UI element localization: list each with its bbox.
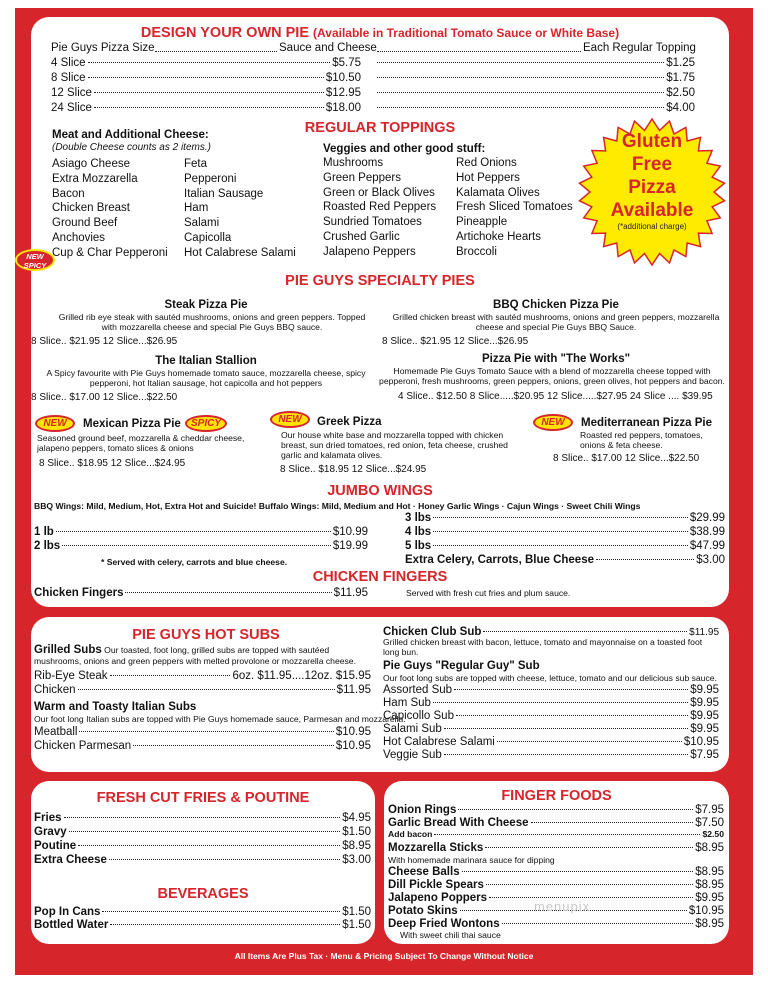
club-desc: Grilled chicken breast with bacon, lettuce, tomato and mayonnaise on a toasted foot long bun. [383,637,703,657]
bbq-name: BBQ Chicken Pizza Pie [493,299,619,311]
sub-price: $9.95 [690,684,719,696]
ff-label: Mozzarella Sticks [388,842,484,854]
wing-row [34,539,368,553]
sub-label: Assorted Sub [383,684,453,696]
design-row [51,56,361,70]
fingers-note: Served with fresh cut fries and plum sauce. [406,588,571,598]
fries-label: Poutine [34,840,77,852]
topping-item: Roasted Red Peppers [323,201,437,214]
sub-label: Salami Sub [383,723,442,735]
ff-price: $2.50 [702,829,724,839]
design-row [51,86,361,100]
ff-label: Jalapeno Poppers [388,892,488,904]
design-title [31,24,729,42]
fries-label: Extra Cheese [34,854,107,866]
size-label: 8 Slice [51,72,86,84]
grilled-heading: Grilled Subs [34,644,102,656]
fries-price: $8.95 [342,840,371,852]
meat-col2 [184,157,296,261]
wing-label: 5 lbs [405,540,432,552]
sub-row [34,669,371,683]
ff-price: $8.95 [695,842,724,854]
topping-item: Hot Calabrese Salami [184,246,296,259]
wontons-note: With sweet chili thai sauce [400,930,501,940]
fries-price: $1.50 [342,826,371,838]
topping-item: Hot Peppers [456,171,520,184]
fries-row [34,853,371,867]
sub-label: Hot Calabrese Salami [383,736,495,748]
fries-row [34,839,371,853]
bev-label: Bottled Water [34,919,109,931]
topping-item: Artichoke Hearts [456,230,542,243]
veg-heading: Veggies and other good stuff: [323,143,486,155]
topping-item: Broccoli [456,245,497,258]
mexican-name: Mexican Pizza Pie [83,418,181,430]
size-price: $5.75 [332,57,361,69]
sub-row [34,683,371,697]
ff-row [388,829,724,839]
bev-price: $1.50 [342,919,371,931]
wing-row [405,525,725,539]
bev-price: $1.50 [342,906,371,918]
sub-label: Chicken [34,684,76,696]
toppings-title: REGULAR TOPPINGS [304,120,456,136]
gluten-note: (*additional charge) [617,222,687,231]
watermark: menupix [534,899,591,914]
fingers-price: $11.95 [333,587,368,599]
veg-col2 [456,156,573,260]
size-label: 4 Slice [51,57,86,69]
sub-row [383,748,719,762]
specialty-title: PIE GUYS SPECIALTY PIES [285,273,475,289]
sub-label: Veggie Sub [383,749,442,761]
med-prices: 8 Slice.. $17.00 12 Slice...$22.50 [553,453,700,464]
stallion-desc: A Spicy favourite with Pie Guys homemade tomato sauce, mozzarella cheese, spicy pepperoni, hot Italian sausage, hot capicolla and hot peppers [46,368,366,388]
sub-price: $10.95 [683,736,719,748]
wings-title: JUMBO WINGS [327,483,433,499]
ff-label: Onion Rings [388,804,457,816]
fries-price: $4.95 [342,812,371,824]
gluten-line: Free [631,154,673,175]
topping-item: Mushrooms [323,157,384,169]
col-sauce-label: Sauce and Cheese [279,42,377,54]
greek-prices: 8 Slice.. $18.95 12 Slice...$24.95 [280,464,427,475]
wing-row [405,511,725,525]
mexican-desc: Seasoned ground beef, mozzarella & cheddar cheese, jalapeno peppers, tomato slices & onions [37,433,245,453]
sub-row [383,709,719,723]
fries-row [34,825,371,839]
topping-item: Feta [184,158,208,170]
meat-col1 [52,157,168,261]
wing-row [405,539,725,553]
stallion-name: The Italian Stallion [155,355,257,367]
wing-label: 1 lb [34,526,54,538]
wing-label: Extra Celery, Carrots, Blue Cheese [405,554,594,566]
ff-label: Potato Skins [388,905,458,917]
wing-label: 2 lbs [34,540,61,552]
sub-label: Rib-Eye Steak [34,670,108,682]
subs-title: PIE GUYS HOT SUBS [132,627,280,643]
col-topping-label: Each Regular Topping [583,42,696,54]
sub-row [383,735,719,749]
spicy-badge: SPICY [185,415,227,432]
bbq-desc: Grilled chicken breast with sautéd mushrooms, onions and green peppers, mozzarella cheese and special Pie Guys BBQ Sauce. [392,312,720,332]
steak-prices: 8 Slice.. $21.95 12 Slice...$26.95 [31,336,178,347]
topping-item: Red Onions [456,157,517,169]
ff-price: $9.95 [695,892,724,904]
size-price: $10.50 [325,72,361,84]
new-badge: NEW [35,415,75,432]
topping-item: Crushed Garlic [323,230,400,243]
wings-served: * Served with celery, carrots and blue cheese. [101,557,288,567]
ff-row [388,865,724,879]
ff-price: $7.50 [695,817,724,829]
pizza-panel [31,17,729,607]
sub-price: $11.95 [336,684,371,696]
topping-item: Extra Mozzarella [52,172,138,185]
ff-label: Add bacon [388,829,433,839]
design-row-topping [375,86,695,100]
topping-item: Kalamata Olives [456,186,540,199]
new-badge: NEW [533,414,573,431]
topping-item: Sundried Tomatoes [323,216,422,229]
ff-price: $8.95 [695,866,724,878]
wing-label: 4 lbs [405,526,432,538]
topping-item: Green Peppers [323,171,401,184]
sub-row [383,722,719,736]
ff-label: Cheese Balls [388,866,460,878]
sub-price: $10.95 [335,740,371,752]
wing-price: $19.99 [332,540,368,552]
fingers-label: Chicken Fingers [34,587,124,599]
wing-price: $3.00 [696,554,725,566]
sub-price: $9.95 [690,710,719,722]
works-desc: Homemade Pie Guys Tomato Sauce with a blend of mozzarella cheese topped with pepperoni, fresh mushrooms, green peppers, onions, green olives, hot peppers and bacon. [379,366,725,386]
topping-item: Green or Black Olives [323,186,435,199]
fingers-row [34,586,368,600]
fries-title: FRESH CUT FRIES & POUTINE [96,790,310,806]
ff-label: Deep Fried Wontons [388,918,500,930]
ff-row [388,878,724,892]
topping-item: Asiago Cheese [52,158,130,170]
regular-desc: Our foot long subs are topped with cheese, lettuce, tomato and our delicious sub sauce. [383,673,717,683]
meat-note: (Double Cheese counts as 2 items.) [52,142,211,153]
finger-foods-panel [384,781,729,944]
col-size-label: Pie Guys Pizza Size [51,42,155,54]
ff-label: Dill Pickle Spears [388,879,484,891]
ff-price: $7.95 [695,804,724,816]
badge-text: SPICY [23,260,47,270]
sub-price: $9.95 [690,723,719,735]
wing-price: $47.99 [689,540,725,552]
badge-text: NEW [26,252,44,261]
mexican-prices: 8 Slice.. $18.95 12 Slice...$24.95 [39,458,186,469]
beverages-title: BEVERAGES [157,886,249,902]
wing-price: $10.99 [332,526,368,538]
fries-panel [31,781,375,944]
ff-row [388,841,724,855]
ff-label: Garlic Bread With Cheese [388,817,529,829]
ff-row [388,803,724,817]
ff-price: $8.95 [695,879,724,891]
bev-row [34,905,371,919]
design-row-topping [375,71,695,85]
topping-item: Pepperoni [184,172,237,185]
wing-label: 3 lbs [405,512,432,524]
topping-item: Ground Beef [52,217,118,230]
wings-flavours: BBQ Wings: Mild, Medium, Hot, Extra Hot and Suicide! Buffalo Wings: Mild, Medium and Hot · Honey Garlic Wings · Cajun Wings · Sweet Chili Wings [34,501,641,511]
regular-heading: Pie Guys "Regular Guy" Sub [383,660,540,672]
veg-col1 [323,156,436,260]
design-row [51,71,361,85]
grilled-desc: Our toasted, foot long, grilled subs are topped with sautéed mushrooms, onions and green peppers with melted provolone or mozzarella cheese. [34,645,356,666]
fries-label: Fries [34,812,62,824]
gluten-line: Available [610,200,694,221]
fries-row [34,811,371,825]
mozza-note: With homemade marinara sauce for dipping [388,855,555,865]
sub-price: 6oz. $11.95....12oz. $15.95 [232,670,371,682]
topping-item: Capicolla [184,231,232,244]
sub-price: $10.95 [335,726,371,738]
steak-name: Steak Pizza Pie [164,299,248,311]
meat-heading: Meat and Additional Cheese: [52,129,209,141]
topping-item: Salami [184,217,220,230]
dots [155,51,277,52]
gluten-free-starburst [578,118,726,266]
bev-label: Pop In Cans [34,906,101,918]
sub-row [383,696,719,710]
design-row [51,101,361,115]
ff-price: $8.95 [695,918,724,930]
sub-label: Chicken Club Sub [383,626,482,638]
med-name: Mediterranean Pizza Pie [581,417,713,429]
wing-price: $38.99 [689,526,725,538]
topping-item: Bacon [52,187,85,200]
sub-label: Ham Sub [383,697,431,709]
sub-row [383,683,719,697]
gluten-free-text [578,130,726,231]
wing-price: $29.99 [689,512,725,524]
topping-item: Pineapple [456,216,508,229]
sub-label: Meatball [34,726,78,738]
design-title-note: (Available in Traditional Tomato Sauce or White Base) [313,26,620,40]
footer-note: All Items Are Plus Tax · Menu & Pricing Subject To Change Without Notice [234,951,534,961]
gluten-line: Gluten [621,131,683,152]
fries-price: $3.00 [342,854,371,866]
greek-name: Greek Pizza [317,416,382,428]
size-label: 12 Slice [51,87,92,99]
sub-price: $7.95 [690,749,719,761]
topping-item: Ham [184,202,209,215]
topping-price: $2.50 [666,87,695,99]
sub-price: $11.95 [689,627,719,638]
sub-label: Capicollo Sub [383,710,454,722]
topping-item: Italian Sausage [184,187,264,200]
design-title-text: DESIGN YOUR OWN PIE [140,25,310,41]
bbq-prices: 8 Slice.. $21.95 12 Slice...$26.95 [382,336,529,347]
works-prices: 4 Slice.. $12.50 8 Slice.....$20.95 12 Slice.....$27.95 24 Slice .... $39.95 [398,391,713,402]
topping-price: $1.75 [666,72,695,84]
topping-item: Cup & Char Pepperoni [52,246,168,259]
fries-label: Gravy [34,826,67,838]
warm-heading: Warm and Toasty Italian Subs [34,701,197,713]
stallion-prices: 8 Slice.. $17.00 12 Slice...$22.50 [31,392,178,403]
topping-item: Chicken Breast [52,202,130,215]
size-price: $12.95 [325,87,361,99]
ff-row [388,816,724,830]
size-label: 24 Slice [51,102,92,114]
new-spicy-badge [15,249,55,271]
design-row-topping [375,101,695,115]
greek-desc: Our house white base and mozzarella topped with chicken breast, sun dried tomatoes, red onion, feta cheese, crushed garlic and kalamata olives. [281,430,508,460]
sub-price: $9.95 [690,697,719,709]
sub-label: Chicken Parmesan [34,740,132,752]
works-name: Pizza Pie with "The Works" [481,353,631,365]
subs-panel [31,617,729,772]
wing-row [34,525,368,539]
ff-row [388,917,724,931]
fingers-title: CHICKEN FINGERS [312,569,448,585]
warm-desc: Our foot long Italian subs are topped with Pie Guys homemade sauce, Parmesan and mozzarella. [34,714,406,724]
new-badge: NEW [270,411,310,428]
design-row-topping [375,56,695,70]
bev-row [34,918,371,932]
topping-item: Anchovies [52,231,106,244]
topping-item: Fresh Sliced Tomatoes [456,201,573,214]
size-price: $18.00 [325,102,361,114]
med-desc: Roasted red peppers, tomatoes, onions & feta cheese. [580,430,703,450]
dots [377,51,581,52]
topping-item: Jalapeno Peppers [323,245,416,258]
grilled-block [34,645,374,666]
sub-row [34,725,371,739]
sub-row [34,739,371,753]
wing-row [405,553,725,567]
topping-price: $4.00 [666,102,695,114]
topping-price: $1.25 [666,57,695,69]
finger-title: FINGER FOODS [501,788,612,804]
steak-desc: Grilled rib eye steak with sautéd mushrooms, onions and green peppers. Topped with mozzarella cheese and special Pie Guys BBQ sauce. [58,312,366,332]
ff-price: $10.95 [688,905,724,917]
gluten-line: Pizza [628,177,676,198]
